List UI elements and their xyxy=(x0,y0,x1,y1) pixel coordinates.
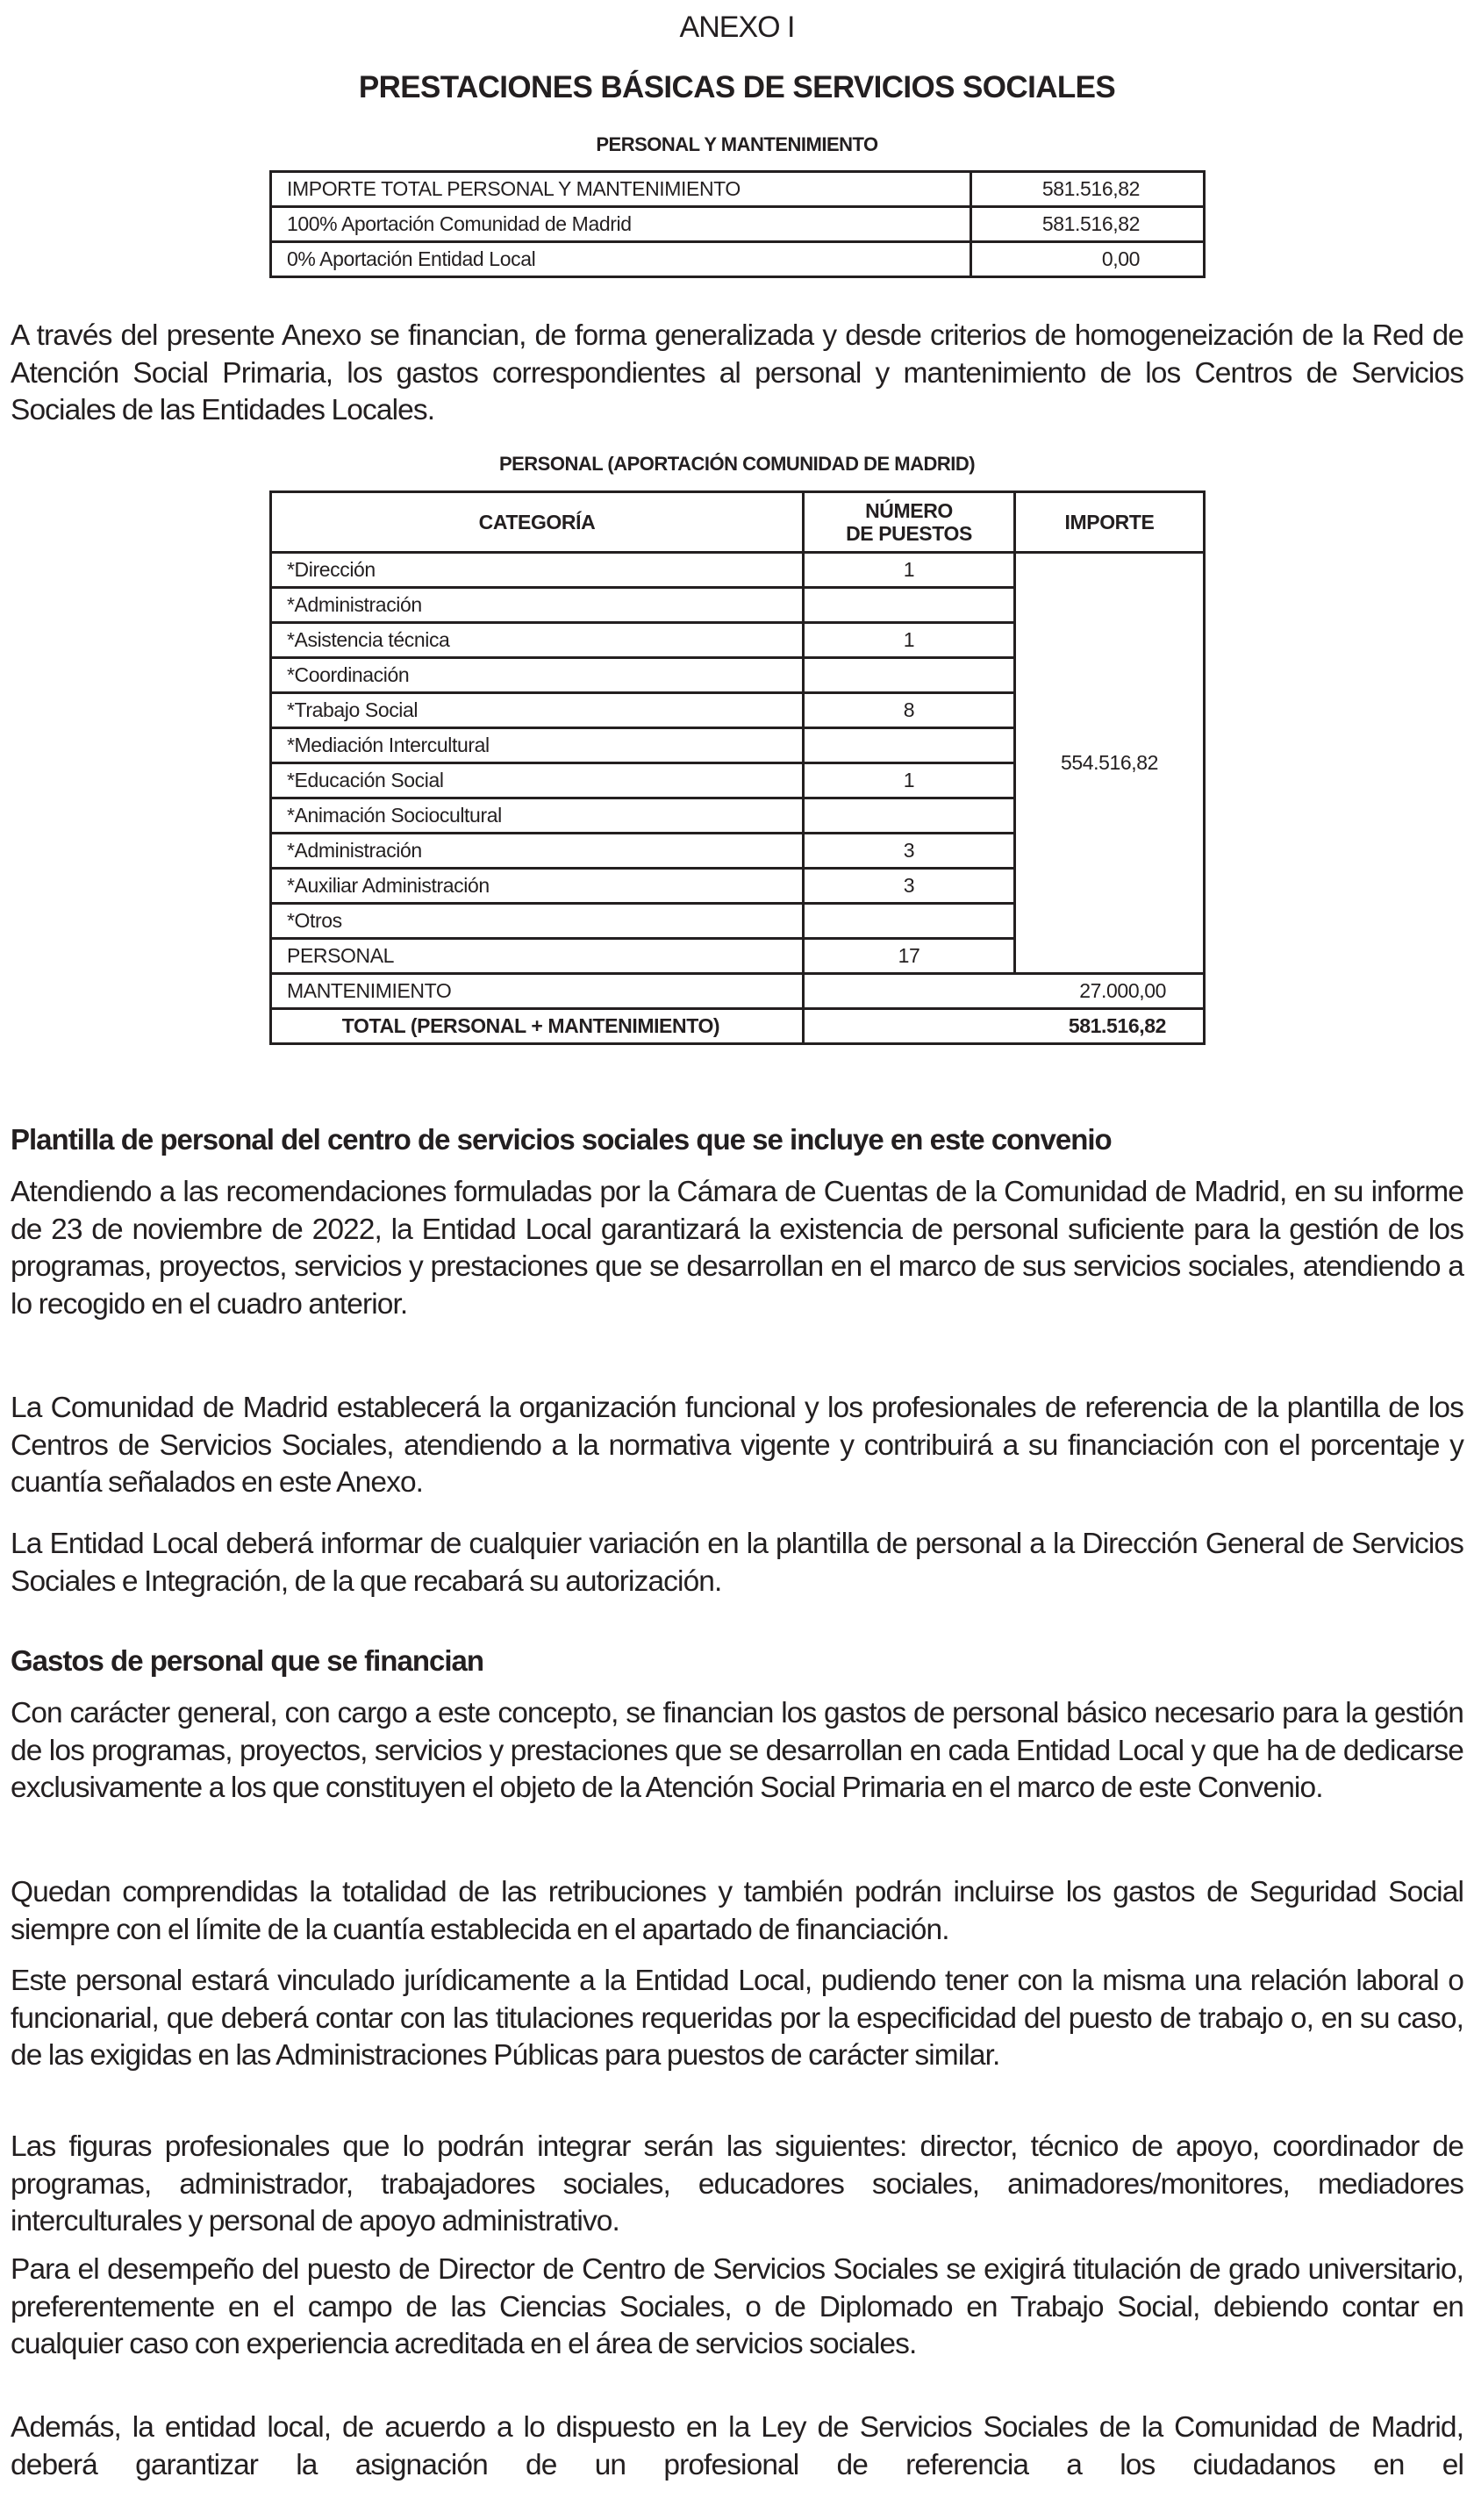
summary-value: 0,00 xyxy=(971,242,1205,277)
paragraph: Atendiendo a las recomendaciones formuladas por la Cámara de Cuentas de la Comunidad de Madrid, en su informe de 23 de noviembre de 2022, la Entidad Local garantizará la existencia de personal suficiente para la gestión de los programas, proyectos, servicios y prestaciones que se desarrollan en el marco de sus servicios sociales, atendiendo a lo recogido en el cuadro anterior. xyxy=(11,1176,1463,1321)
personal-table-caption: PERSONAL (APORTACIÓN COMUNIDAD DE MADRID) xyxy=(498,453,976,475)
summary-label: 100% Aportación Comunidad de Madrid xyxy=(271,207,971,242)
personal-amount-cell: 554.516,82 xyxy=(1015,553,1205,974)
section-heading-plantilla: Plantilla de personal del centro de servicios sociales que se incluye en este convenio xyxy=(11,1123,1112,1156)
positions-cell xyxy=(804,658,1015,693)
category-cell: *Dirección xyxy=(271,553,804,588)
positions-cell xyxy=(804,588,1015,623)
personal-table xyxy=(269,490,1206,1045)
category-cell: *Otros xyxy=(271,904,804,939)
intro-paragraph: A través del presente Anexo se financian, de forma generalizada y desde criterios de homogeneización de la Red de Atención Social Primaria, los gastos correspondientes al personal y mantenimiento de los Centros de Servicios Sociales de las Entidades Locales. xyxy=(11,319,1463,426)
paragraph: La Comunidad de Madrid establecerá la organización funcional y los profesionales de referencia de la plantilla de los Centros de Servicios Sociales, atendiendo a la normativa vigente y contribuirá a su financiación con el porcentaje y cuantía señalados en este Anexo. xyxy=(11,1392,1463,1499)
positions-cell: 17 xyxy=(804,939,1015,974)
positions-cell: 8 xyxy=(804,693,1015,728)
category-cell: *Educación Social xyxy=(271,763,804,798)
category-cell: *Administración xyxy=(271,834,804,869)
paragraph: La Entidad Local deberá informar de cualquier variación en la plantilla de personal a la Dirección General de Servicios Sociales e Integración, de la que recabará su autorización. xyxy=(11,1528,1463,1598)
summary-label: 0% Aportación Entidad Local xyxy=(271,242,971,277)
positions-cell: 3 xyxy=(804,834,1015,869)
table-row xyxy=(271,553,1205,588)
category-cell: *Administración xyxy=(271,588,804,623)
positions-cell: 3 xyxy=(804,869,1015,904)
summary-label: IMPORTE TOTAL PERSONAL Y MANTENIMIENTO xyxy=(271,172,971,207)
table-row xyxy=(271,242,1205,277)
header-positions-line1: NÚMERO xyxy=(865,499,953,522)
positions-cell: 1 xyxy=(804,623,1015,658)
document-title: PRESTACIONES BÁSICAS DE SERVICIOS SOCIALES xyxy=(358,70,1116,104)
paragraph: Este personal estará vinculado jurídicamente a la Entidad Local, pudiendo tener con la misma una relación laboral o funcionarial, que deberá contar con las titulaciones requeridas por la especificidad del puesto de trabajo o, en su caso, de las exigidas en las Administraciones Públicas para puestos de carácter similar. xyxy=(11,1965,1463,2072)
header-category: CATEGORÍA xyxy=(271,492,804,553)
summary-table-caption: PERSONAL Y MANTENIMIENTO xyxy=(596,133,878,155)
total-value: 581.516,82 xyxy=(804,1009,1205,1044)
positions-cell xyxy=(804,798,1015,834)
category-cell: *Trabajo Social xyxy=(271,693,804,728)
header-positions xyxy=(804,492,1015,553)
positions-cell xyxy=(804,904,1015,939)
category-cell: PERSONAL xyxy=(271,939,804,974)
maintenance-value: 27.000,00 xyxy=(804,974,1205,1009)
table-row xyxy=(271,172,1205,207)
summary-table xyxy=(269,170,1206,278)
total-label: TOTAL (PERSONAL + MANTENIMIENTO) xyxy=(271,1009,804,1044)
header-amount: IMPORTE xyxy=(1015,492,1205,553)
total-row xyxy=(271,1009,1205,1044)
paragraph: Para el desempeño del puesto de Director de Centro de Servicios Sociales se exigirá titulación de grado universitario, preferentemente en el campo de las Ciencias Sociales, o de Diplomado en Trabajo Social, debiendo contar en cualquier caso con experiencia acreditada en el área de servicios sociales. xyxy=(11,2253,1463,2360)
table-header-row xyxy=(271,492,1205,553)
maintenance-row xyxy=(271,974,1205,1009)
header-positions-line2: DE PUESTOS xyxy=(846,522,972,545)
category-cell: *Animación Sociocultural xyxy=(271,798,804,834)
paragraph: Además, la entidad local, de acuerdo a lo dispuesto en la Ley de Servicios Sociales de la Comunidad de Madrid, deberá garantizar la asignación de un profesional de referencia a los ciudadanos en el xyxy=(11,2411,1463,2481)
section-heading-gastos: Gastos de personal que se financian xyxy=(11,1644,484,1677)
table-row xyxy=(271,207,1205,242)
summary-value: 581.516,82 xyxy=(971,207,1205,242)
category-cell: *Coordinación xyxy=(271,658,804,693)
maintenance-label: MANTENIMIENTO xyxy=(271,974,804,1009)
paragraph: Con carácter general, con cargo a este concepto, se financian los gastos de personal básico necesario para la gestión de los programas, proyectos, servicios y prestaciones que se desarrollan en cada Entidad Local y que ha de dedicarse exclusivamente a los que constituyen el objeto de la Atención Social Primaria en el marco de este Convenio. xyxy=(11,1697,1463,1804)
category-cell: *Mediación Intercultural xyxy=(271,728,804,763)
positions-cell: 1 xyxy=(804,763,1015,798)
positions-cell: 1 xyxy=(804,553,1015,588)
paragraph: Quedan comprendidas la totalidad de las retribuciones y también podrán incluirse los gastos de Seguridad Social siempre con el límite de la cuantía establecida en el apartado de financiación. xyxy=(11,1876,1463,1946)
category-cell: *Auxiliar Administración xyxy=(271,869,804,904)
summary-value: 581.516,82 xyxy=(971,172,1205,207)
annex-label: ANEXO I xyxy=(679,11,795,44)
paragraph: Las figuras profesionales que lo podrán integrar serán las siguientes: director, técnico de apoyo, coordinador de programas, administrador, trabajadores sociales, educadores sociales, animadores/monitores, mediadores interculturales y personal de apoyo administrativo. xyxy=(11,2130,1463,2237)
category-cell: *Asistencia técnica xyxy=(271,623,804,658)
positions-cell xyxy=(804,728,1015,763)
